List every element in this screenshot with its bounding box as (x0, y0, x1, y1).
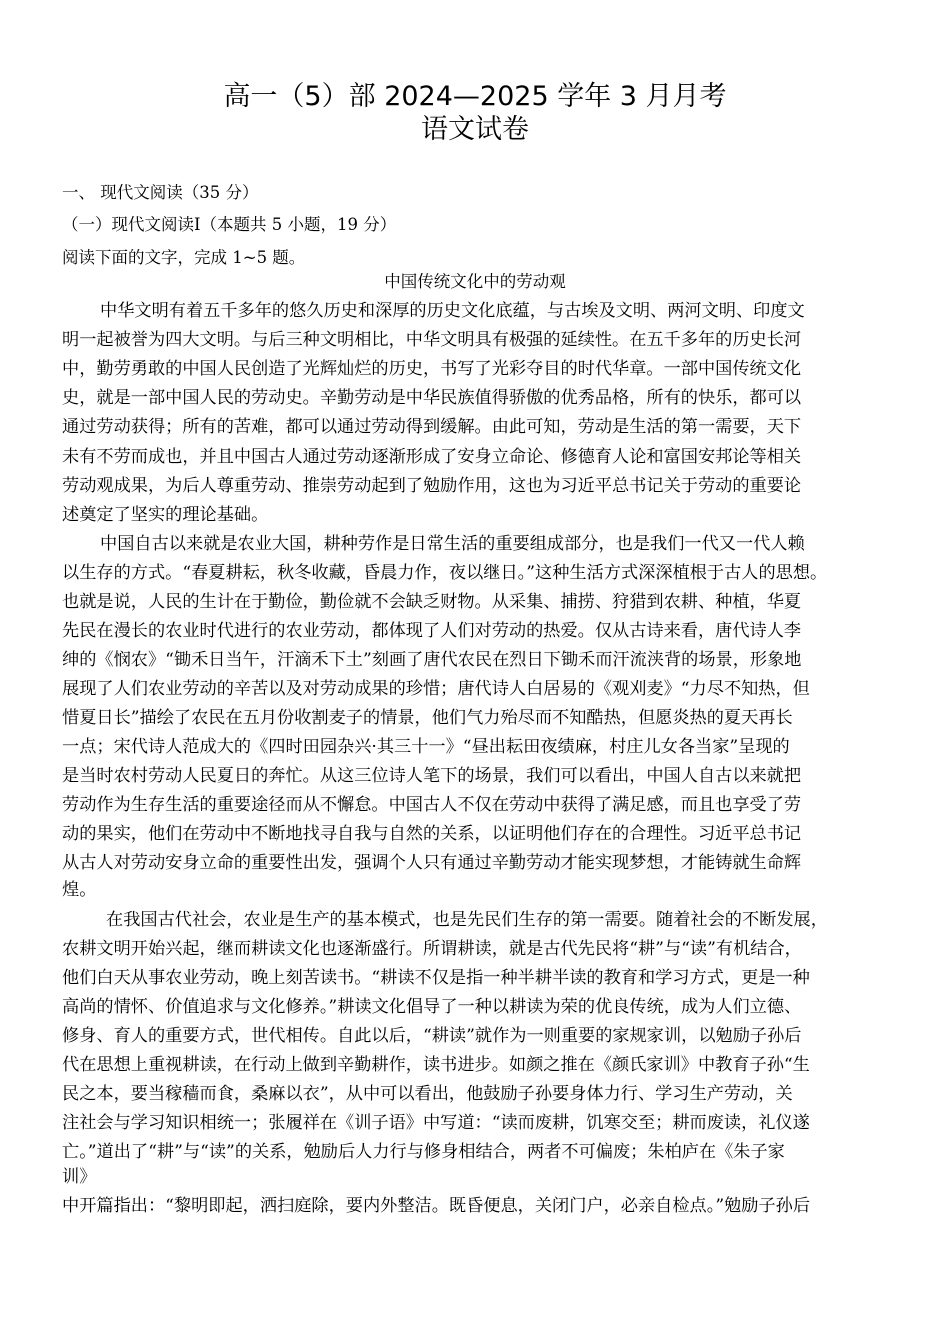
article-line: 农耕文明开始兴起，继而耕读文化也逐渐盛行。所谓耕读，就是古代先民将“耕”与“读”有机结合， (62, 939, 802, 959)
subsection-heading: （一）现代文阅读Ⅰ（本题共 5 小题，19 分） (62, 215, 397, 234)
article-line: 中，勤劳勇敢的中国人民创造了光辉灿烂的历史，书写了光彩夺目的时代华章。一部中国传统文化 (62, 359, 802, 379)
article-line: 惜夏日长”描绘了农民在五月份收割麦子的情景，他们气力殆尽而不知酷热，但愿炎热的夏天再长 (62, 708, 793, 728)
article-line: 煌。 (62, 880, 97, 900)
article-line: 是当时农村劳动人民夏日的奔忙。从这三位诗人笔下的场景，我们可以看出，中国人自古以来就把 (62, 766, 802, 786)
article-line: 一点；宋代诗人范成大的《四时田园杂兴·其三十一》“昼出耘田夜绩麻，村庄儿女各当家”呈现的 (62, 737, 790, 757)
article-line: 代在思想上重视耕读，在行动上做到辛勤耕作，读书进步。如颜之推在《颜氏家训》中教育子孙“生 (62, 1055, 810, 1075)
section-heading: 一、 现代文阅读（35 分） (62, 183, 259, 202)
article-line: 以生存的方式。“春夏耕耘，秋冬收藏，昏晨力作，夜以继日。”这种生活方式深深植根于古人的思想。 (62, 563, 828, 583)
article-line: 从古人对劳动安身立命的重要性出发，强调个人只有通过辛勤劳动才能实现梦想，才能铸就生命辉 (62, 853, 802, 873)
article-line: 述奠定了坚实的理论基础。 (62, 505, 269, 525)
article-line: 中开篇指出：“黎明即起，洒扫庭除，要内外整洁。既昏便息，关闭门户，必亲自检点。”勉励子孙后 (62, 1196, 811, 1216)
article-line: 明一起被誉为四大文明。与后三种文明相比，中华文明具有极强的延续性。在五千多年的历史长河 (62, 330, 802, 350)
article-line: 先民在漫长的农业时代进行的农业劳动，都体现了人们对劳动的热爱。仅从古诗来看，唐代诗人李 (62, 621, 802, 641)
article-line: 劳动作为生存生活的重要途径而从不懈怠。中国古人不仅在劳动中获得了满足感，而且也享受了劳 (62, 795, 802, 815)
article-line: 未有不劳而成也，并且中国古人通过劳动逐渐形成了安身立命论、修德育人论和富国安邦论等相关 (62, 447, 802, 467)
article-line: 中华文明有着五千多年的悠久历史和深厚的历史文化底蕴，与古埃及文明、两河文明、印度文 (100, 301, 805, 321)
article-line: 中国自古以来就是农业大国，耕种劳作是日常生活的重要组成部分，也是我们一代又一代人赖 (100, 534, 805, 554)
article-line: 绅的《悯农》“锄禾日当午，汗滴禾下土”刻画了唐代农民在烈日下锄禾而汗流浃背的场景，形象地 (62, 650, 802, 670)
article-line: 动的果实，他们在劳动中不断地找寻自我与自然的关系，以证明他们存在的合理性。习近平总书记 (62, 824, 802, 844)
article-line: 劳动观成果，为后人尊重劳动、推崇劳动起到了勉励作用，这也为习近平总书记关于劳动的重要论 (62, 476, 802, 496)
exam-title: 高一（5）部 2024—2025 学年 3 月月考 (223, 81, 727, 112)
reading-instruction: 阅读下面的文字，完成 1~5 题。 (62, 248, 306, 267)
article-line: 注社会与学习知识相统一；张履祥在《训子语》中写道：“读而废耕，饥寒交至；耕而废读，礼仪遂 (62, 1113, 810, 1133)
article-line: 亡。”道出了“耕”与“读”的关系，勉励后人力行与修身相结合，两者不可偏废；朱柏庐在《朱子家 (62, 1142, 785, 1162)
article-line: 也就是说，人民的生计在于勤俭，勤俭就不会缺乏财物。从采集、捕捞、狩猎到农耕、种植，华夏 (62, 592, 802, 612)
article-line: 通过劳动获得；所有的苦难，都可以通过劳动得到缓解。由此可知，劳动是生活的第一需要，天下 (62, 417, 802, 437)
article-line: 民之本，要当稼穑而食，桑麻以衣”，从中可以看出，他鼓励子孙要身体力行、学习生产劳动，关 (62, 1084, 793, 1104)
article-line: 展现了人们农业劳动的辛苦以及对劳动成果的珍惜；唐代诗人白居易的《观刈麦》“力尽不知热，但 (62, 679, 810, 699)
article-line: 训》 (62, 1167, 97, 1187)
article-line: 在我国古代社会，农业是生产的基本模式，也是先民们生存的第一需要。随着社会的不断发展， (106, 910, 828, 930)
article-title: 中国传统文化中的劳动观 (384, 272, 566, 291)
article-line: 他们白天从事农业劳动，晚上刻苦读书。“耕读不仅是指一种半耕半读的教育和学习方式，更是一种 (62, 968, 810, 988)
article-line: 高尚的情怀、价值追求与文化修养。”耕读文化倡导了一种以耕读为荣的优良传统，成为人们立德、 (62, 997, 802, 1017)
exam-subject: 语文试卷 (421, 114, 529, 145)
article-line: 修身、育人的重要方式，世代相传。自此以后，“耕读”就作为一则重要的家规家训，以勉励子孙后 (62, 1026, 802, 1046)
article-line: 史，就是一部中国人民的劳动史。辛勤劳动是中华民族值得骄傲的优秀品格，所有的快乐，都可以 (62, 388, 802, 408)
